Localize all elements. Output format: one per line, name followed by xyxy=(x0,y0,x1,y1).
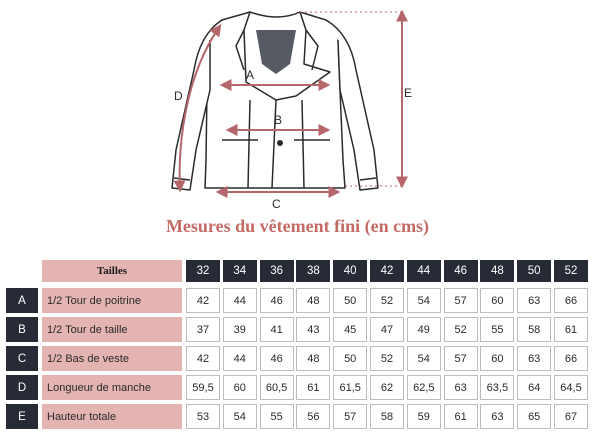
jacket-diagram xyxy=(0,0,595,210)
table-cell: 61 xyxy=(296,375,330,400)
table-cell: 61 xyxy=(444,404,478,429)
diagram-label-e: E xyxy=(404,86,413,100)
table-cell: 63,5 xyxy=(480,375,514,400)
size-header-36: 36 xyxy=(260,260,294,282)
page-title: Mesures du vêtement fini (en cms) xyxy=(165,216,430,236)
table-cell: 63 xyxy=(517,346,551,371)
table-cell: 57 xyxy=(444,346,478,371)
table-cell: 63 xyxy=(517,288,551,313)
table-cell: 41 xyxy=(260,317,294,342)
table-cell: 45 xyxy=(333,317,367,342)
table-cell: 53 xyxy=(186,404,220,429)
table-cell: 42 xyxy=(186,288,220,313)
tailles-header: Tailles xyxy=(42,260,182,282)
size-header-38: 38 xyxy=(296,260,330,282)
row-label-C: 1/2 Bas de veste xyxy=(42,346,182,371)
size-header-48: 48 xyxy=(480,260,514,282)
table-cell: 66 xyxy=(554,346,588,371)
table-cell: 61 xyxy=(554,317,588,342)
diagram-label-c: C xyxy=(272,197,281,210)
table-cell: 56 xyxy=(296,404,330,429)
table-cell: 49 xyxy=(407,317,441,342)
table-cell: 43 xyxy=(296,317,330,342)
table-cell: 65 xyxy=(517,404,551,429)
size-header-34: 34 xyxy=(223,260,257,282)
table-cell: 62,5 xyxy=(407,375,441,400)
table-cell: 50 xyxy=(333,346,367,371)
table-cell: 50 xyxy=(333,288,367,313)
table-cell: 44 xyxy=(223,346,257,371)
table-cell: 62 xyxy=(370,375,404,400)
table-cell: 60,5 xyxy=(260,375,294,400)
table-cell: 60 xyxy=(480,346,514,371)
table-cell: 48 xyxy=(296,288,330,313)
size-header-52: 52 xyxy=(554,260,588,282)
row-letter-C: C xyxy=(6,346,38,371)
size-header-40: 40 xyxy=(333,260,367,282)
table-cell: 57 xyxy=(333,404,367,429)
table-cell: 52 xyxy=(370,288,404,313)
table-cell: 52 xyxy=(370,346,404,371)
table-cell: 57 xyxy=(444,288,478,313)
table-cell: 64,5 xyxy=(554,375,588,400)
table-cell: 66 xyxy=(554,288,588,313)
table-cell: 39 xyxy=(223,317,257,342)
table-cell: 44 xyxy=(223,288,257,313)
row-letter-D: D xyxy=(6,375,38,400)
table-cell: 61,5 xyxy=(333,375,367,400)
table-cell: 63 xyxy=(444,375,478,400)
table-cell: 59,5 xyxy=(186,375,220,400)
table-cell: 47 xyxy=(370,317,404,342)
diagram-label-d: D xyxy=(174,89,183,103)
table-cell: 46 xyxy=(260,346,294,371)
table-cell: 55 xyxy=(260,404,294,429)
size-header-44: 44 xyxy=(407,260,441,282)
size-header-46: 46 xyxy=(444,260,478,282)
table-cell: 60 xyxy=(223,375,257,400)
table-cell: 60 xyxy=(480,288,514,313)
table-cell: 54 xyxy=(223,404,257,429)
table-cell: 58 xyxy=(370,404,404,429)
row-label-E: Hauteur totale xyxy=(42,404,182,429)
size-header-32: 32 xyxy=(186,260,220,282)
table-cell: 48 xyxy=(296,346,330,371)
table-cell: 67 xyxy=(554,404,588,429)
table-cell: 59 xyxy=(407,404,441,429)
table-cell: 37 xyxy=(186,317,220,342)
row-letter-A: A xyxy=(6,288,38,313)
table-cell: 54 xyxy=(407,288,441,313)
row-letter-E: E xyxy=(6,404,38,429)
size-header-42: 42 xyxy=(370,260,404,282)
size-header-50: 50 xyxy=(517,260,551,282)
row-letter-B: B xyxy=(6,317,38,342)
row-label-B: 1/2 Tour de taille xyxy=(42,317,182,342)
table-cell: 63 xyxy=(480,404,514,429)
table-cell: 42 xyxy=(186,346,220,371)
table-cell: 64 xyxy=(517,375,551,400)
diagram-label-a: A xyxy=(246,68,255,82)
table-cell: 52 xyxy=(444,317,478,342)
table-cell: 46 xyxy=(260,288,294,313)
row-label-D: Longueur de manche xyxy=(42,375,182,400)
diagram-label-b: B xyxy=(274,113,283,127)
table-cell: 55 xyxy=(480,317,514,342)
table-cell: 54 xyxy=(407,346,441,371)
row-label-A: 1/2 Tour de poitrine xyxy=(42,288,182,313)
table-cell: 58 xyxy=(517,317,551,342)
